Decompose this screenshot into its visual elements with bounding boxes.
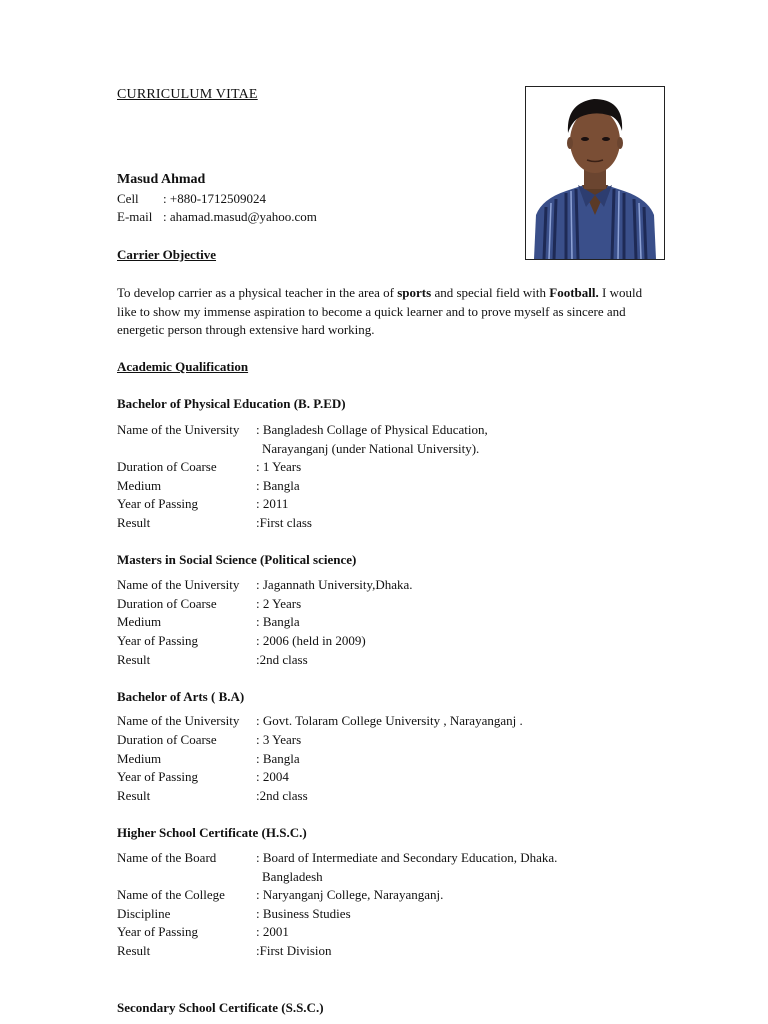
qualification-title: Higher School Certificate (H.S.C.) — [117, 825, 307, 840]
contact-cell — [117, 191, 266, 207]
candidate-name: Masud Ahmad — [117, 172, 206, 187]
qualification-title: Secondary School Certificate (S.S.C.) — [117, 1000, 324, 1015]
contact-label: E-mail — [117, 209, 153, 224]
profile-photo — [525, 86, 665, 260]
document-title: CURRICULUM VITAE — [117, 87, 258, 102]
contact-value: : ahamad.masud@yahoo.com — [163, 209, 317, 224]
qualification-title: Masters in Social Science (Political science) — [117, 552, 357, 567]
person-photo-icon — [526, 87, 664, 259]
cv-page: CURRICULUM VITAE Masud Ahmad Cell : +880-1712509024 E-mail : ahamad.masud@yahoo.com Carrier Objective To develop carrier as a physical teacher in the area of sports and special field with Football. I would like to show my immense aspiration to become a quick learner and to prove myself as sincere and energetic person through extensive hard working. Academic Qualification Bachelor of Physical Education (B. P.ED) Name of the University : Bangladesh Collage of Physical Education, Narayanganj (under National University). Duration of Coarse : 1 Years Medium : Bangla Year of Passing : 2011 Result :First class Masters in Social Science (Political science) Name of the University : Jagannath University,Dhaka. Duration of Coarse : 2 Years Medium : Bangla Year of Passing : 2006 (held in 2009) Result :2nd class Bachelor of Arts ( B.A) Name of the University : Govt. Tolaram College University , Narayanganj . Duration of Coarse : 3 Years Medium : Bangla Year of Passing : 2004 Result :2nd class Higher School Certificate (H.S.C.) Name of the Board : Board of Intermediate and Secondary Education, Dhaka. Bangladesh Name of the College : Naryanganj College, Narayanganj. Discipline : Business Studies Year of Passing : 2001 Result :First Division Secondary School Certificate (S.S.C.) — [0, 0, 768, 1024]
contact-value: : +880-1712509024 — [163, 191, 267, 206]
qualification-title: Bachelor of Arts ( B.A) — [117, 689, 245, 704]
contact-label: Cell — [117, 191, 139, 206]
contact-email — [117, 209, 317, 225]
objective-heading: Carrier Objective — [117, 247, 217, 262]
academic-heading: Academic Qualification — [117, 359, 249, 374]
objective-paragraph: To develop carrier as a physical teacher in the area of sports and special field with Football. I would like to show my immense aspiration to become a quick learner and to prove myself as sincere and energetic person through extensive hard working. — [117, 285, 643, 338]
qualification-title: Bachelor of Physical Education (B. P.ED) — [117, 396, 346, 411]
